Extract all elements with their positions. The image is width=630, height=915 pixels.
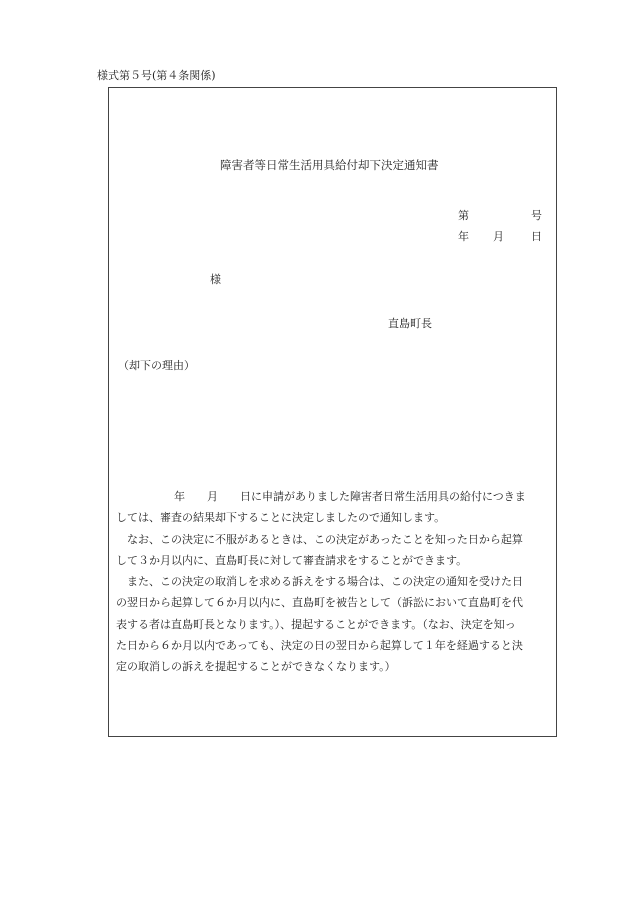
- body-paragraph-2-line-2: して３か月以内に、直島町長に対して審査請求をすることができます。: [116, 553, 468, 567]
- date-year-label: 年: [458, 230, 469, 243]
- issuer-name: 直島町長: [388, 317, 432, 330]
- application-month-label: 月: [207, 490, 218, 503]
- document-number-suffix: 号: [531, 209, 542, 222]
- date-day-label: 日: [531, 230, 542, 243]
- addressee-honorific: 様: [210, 273, 221, 286]
- rejection-reason-label: （却下の理由）: [118, 359, 195, 372]
- body-paragraph-1-line-1: [116, 486, 554, 507]
- body-paragraph-3-line-4: た日から６か月以内であっても、決定の日の翌日から起算して１年を経過すると決: [116, 639, 523, 653]
- body-paragraph-2-text: なお、この決定に不服があるときは、この決定があったことを知った日から起算: [127, 532, 523, 546]
- form-number-label: 様式第５号(第４条関係): [97, 69, 216, 82]
- body-paragraph-3-line-2: の翌日から起算して６か月以内に、直島町を被告として（訴訟において直島町を代: [116, 596, 523, 610]
- body-paragraph-3-line-3: 表する者は直島町長となります。）、提起することができます。（なお、決定を知っ: [116, 617, 516, 631]
- body-paragraph-3-text: また、この決定の取消しを求める訴えをする場合は、この決定の通知を受けた日: [127, 575, 523, 589]
- body-paragraph-1-line-2: しては、審査の結果却下することに決定しましたので通知します。: [116, 511, 446, 525]
- document-number-prefix: 第: [458, 209, 469, 222]
- notice-body: [116, 486, 554, 678]
- body-paragraph-1-text: 日に申請がありました障害者日常生活用具の給付につきま: [240, 490, 526, 503]
- body-paragraph-3-line-5: 定の取消しの訴えを提起することができなくなります。）: [116, 660, 396, 674]
- document-title: 障害者等日常生活用具給付却下決定通知書: [220, 158, 439, 172]
- application-year-label: 年: [174, 490, 185, 503]
- body-paragraph-2-line-1: [116, 529, 554, 550]
- date-month-label: 月: [493, 230, 504, 243]
- body-paragraph-3-line-1: [116, 571, 554, 592]
